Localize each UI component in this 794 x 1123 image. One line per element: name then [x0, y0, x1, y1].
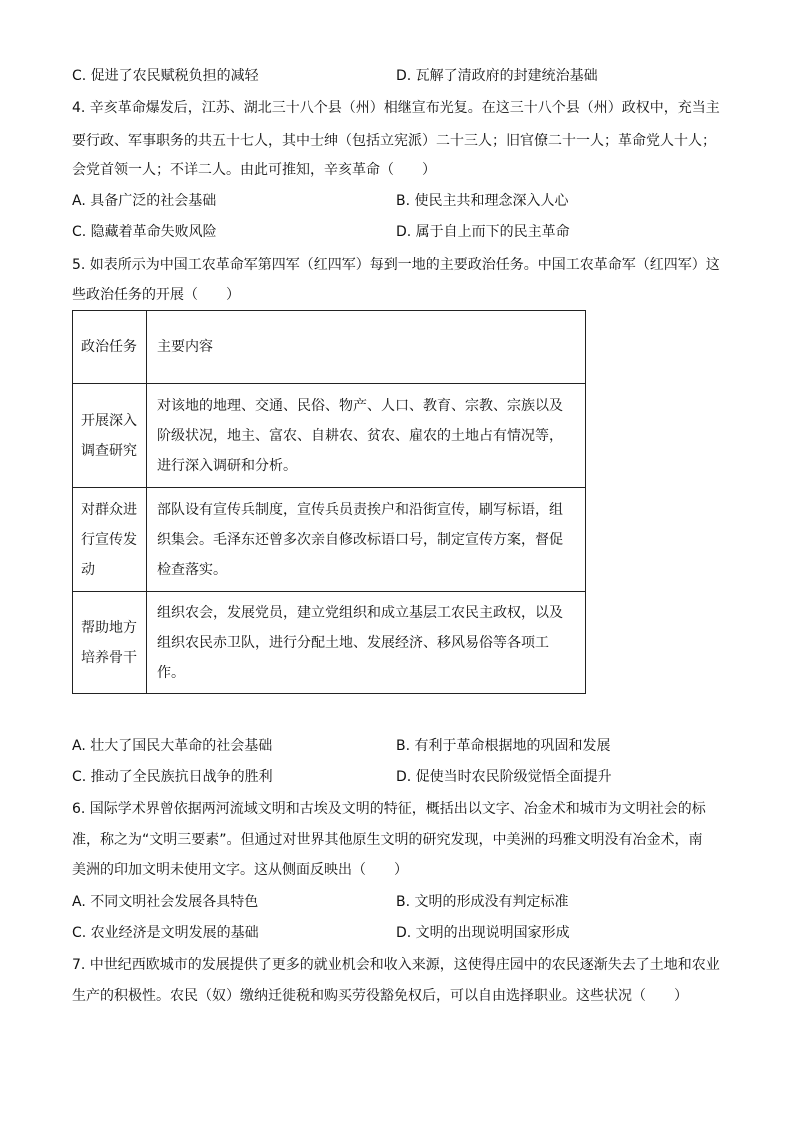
- q5-stem-line2: 些政治任务的开展（ ）: [72, 287, 240, 303]
- table-header-task: 政治任务: [73, 311, 147, 384]
- q6-option-a: A. 不同文明社会发展各具特色: [72, 894, 259, 910]
- table-row: [73, 488, 586, 592]
- q5-stem-line1: 5. 如表所示为中国工农革命军第四军（红四军）每到一地的主要政治任务。中国工农革命军（红四军）这: [72, 257, 720, 273]
- q5-option-b: B. 有利于革命根据地的巩固和发展: [396, 738, 611, 754]
- table-cell-content: 部队设有宣传兵制度，宣传兵员责挨户和沿街宣传，刷写标语，组织集会。毛泽东还曾多次亲自修改标语口号，制定宣传方案，督促检查落实。: [147, 488, 586, 592]
- q5-option-d: D. 促使当时农民阶级觉悟全面提升: [396, 769, 612, 785]
- q6-option-b: B. 文明的形成没有判定标准: [396, 894, 569, 910]
- q6-option-c: C. 农业经济是文明发展的基础: [72, 925, 259, 941]
- q4-stem-line3: 会党首领一人；不详二人。由此可推知，辛亥革命（ ）: [72, 162, 436, 178]
- q6-stem-line2: 准，称之为“文明三要素”。但通过对世界其他原生文明的研究发现，中美洲的玛雅文明没有冶金术，南: [72, 832, 703, 848]
- q4-stem-line2: 要行政、军事职务的共五十七人，其中士绅（包括立宪派）二十三人；旧官僚二十一人；革命党人十人；: [72, 133, 716, 149]
- q4-option-a: A. 具备广泛的社会基础: [72, 193, 217, 209]
- table-row: [73, 592, 586, 694]
- table-cell-content: 组织农会，发展党员，建立党组织和成立基层工农民主政权，以及组织农民赤卫队，进行分配土地、发展经济、移风易俗等各项工作。: [147, 592, 586, 694]
- table-header-row: [73, 311, 586, 384]
- table-cell-content: 对该地的地理、交通、民俗、物产、人口、教育、宗教、宗族以及阶级状况，地主、富农、自耕农、贫农、雇农的土地占有情况等，进行深入调研和分析。: [147, 384, 586, 488]
- q6-stem-line1: 6. 国际学术界曾依据两河流域文明和古埃及文明的特征，概括出以文字、冶金术和城市为文明社会的标: [72, 801, 706, 817]
- table-row: [73, 384, 586, 488]
- q5-option-a: A. 壮大了国民大革命的社会基础: [72, 738, 273, 754]
- q7-stem-line2: 生产的积极性。农民（奴）缴纳迁徙税和购买劳役豁免权后，可以自由选择职业。这些状况（ ）: [72, 988, 688, 1004]
- table-cell-task: 帮助地方培养骨干: [73, 592, 147, 694]
- q7-stem-line1: 7. 中世纪西欧城市的发展提供了更多的就业机会和收入来源，这使得庄园中的农民逐渐失去了土地和农业: [72, 957, 720, 973]
- q4-stem-line1: 4. 辛亥革命爆发后，江苏、湖北三十八个县（州）相继宣布光复。在这三十八个县（州）政权中，充当主: [72, 100, 720, 116]
- political-tasks-table: [72, 310, 586, 694]
- table-header-content: 主要内容: [147, 311, 586, 384]
- q4-option-b: B. 使民主共和理念深入人心: [396, 193, 569, 209]
- q4-option-d: D. 属于自上而下的民主革命: [396, 224, 570, 240]
- table-cell-task: 开展深入调查研究: [73, 384, 147, 488]
- q3-option-c: C. 促进了农民赋税负担的减轻: [72, 68, 259, 84]
- q3-option-d: D. 瓦解了清政府的封建统治基础: [396, 68, 598, 84]
- table-cell-task: 对群众进行宣传发动: [73, 488, 147, 592]
- q6-stem-line3: 美洲的印加文明未使用文字。这从侧面反映出（ ）: [72, 862, 408, 878]
- q6-option-d: D. 文明的出现说明国家形成: [396, 925, 570, 941]
- q5-option-c: C. 推动了全民族抗日战争的胜利: [72, 769, 273, 785]
- q4-option-c: C. 隐藏着革命失败风险: [72, 224, 217, 240]
